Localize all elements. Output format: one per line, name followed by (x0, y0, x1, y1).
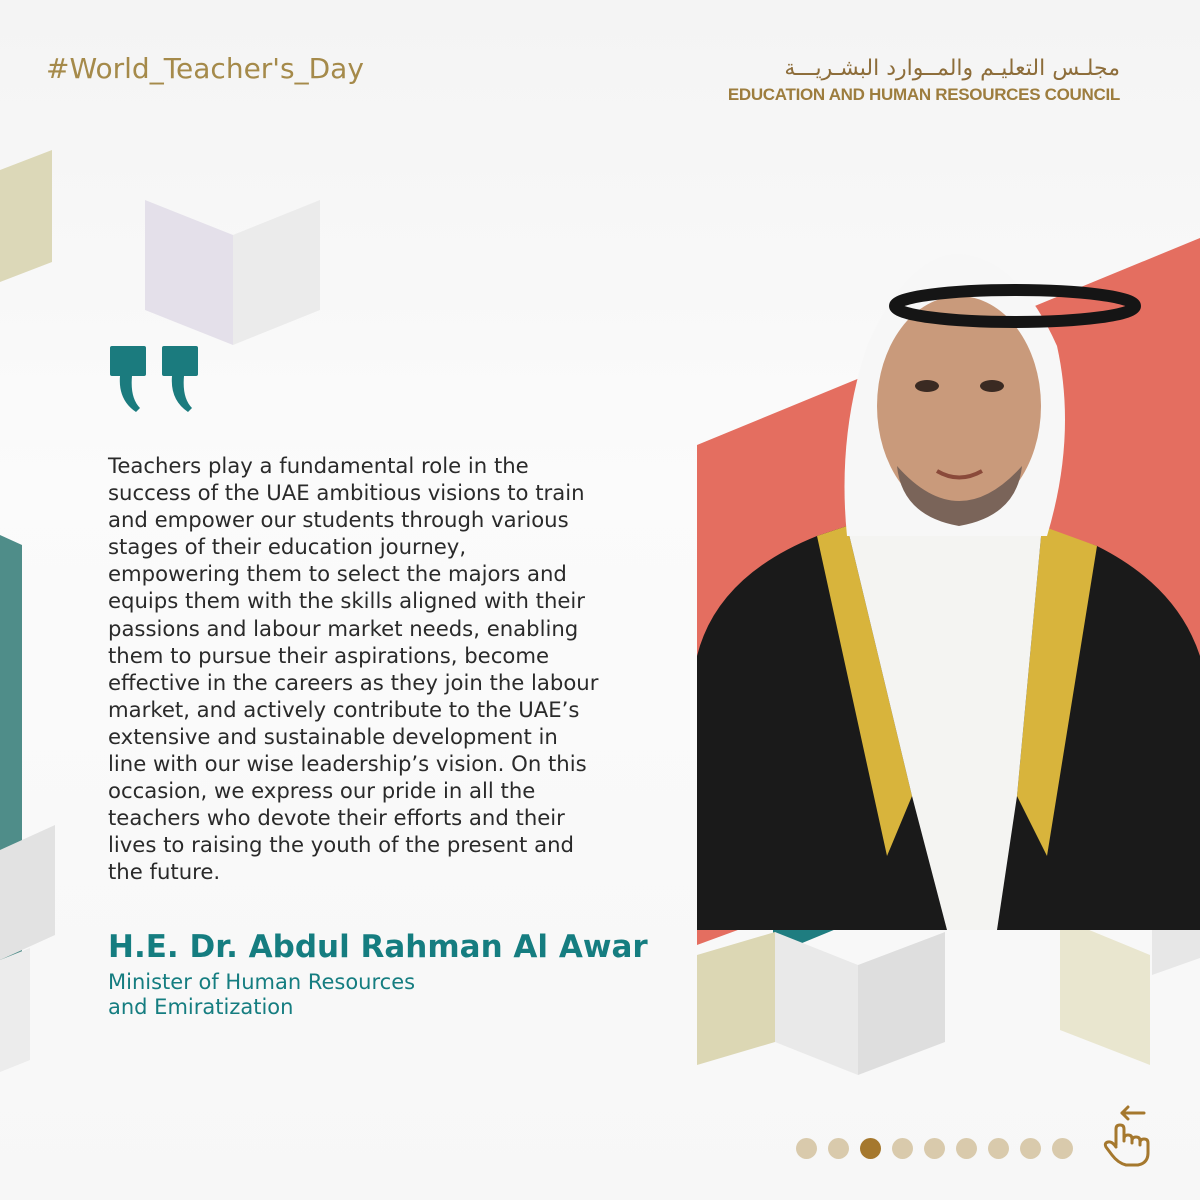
speaker-title-line: and Emiratization (108, 995, 294, 1019)
page-dot[interactable] (796, 1138, 817, 1159)
quote-line: line with our wise leadership’s vision. On this (108, 751, 587, 777)
quote-line: market, and actively contribute to the UAE’s (108, 696, 580, 722)
page-dot[interactable] (892, 1138, 913, 1159)
council-name-english: EDUCATION AND HUMAN RESOURCES COUNCIL (727, 85, 1120, 104)
hashtag: #World_Teacher's_Day (46, 52, 364, 85)
page-dot[interactable] (924, 1138, 945, 1159)
quote-line: occasion, we express our pride in all the (108, 778, 536, 804)
quote-line: success of the UAE ambitious visions to train (108, 480, 585, 506)
speaker-title-line: Minister of Human Resources (108, 970, 416, 994)
page-dot[interactable] (828, 1138, 849, 1159)
council-logo (640, 56, 1120, 108)
quote-line: Teachers play a fundamental role in the (108, 453, 529, 478)
quote-icon (108, 340, 202, 420)
page-dot[interactable] (1020, 1138, 1041, 1159)
quote-line: and empower our students through various (108, 507, 569, 533)
quote-line: passions and labour market needs, enabling (108, 615, 579, 641)
quote-line: them to pursue their aspirations, become (108, 642, 549, 668)
quote-line: teachers who devote their efforts and their (108, 805, 565, 831)
page-dot-active[interactable] (860, 1138, 881, 1159)
quote-line: equips them with the skills aligned with their (108, 588, 586, 614)
quote-line: extensive and sustainable development in (108, 723, 558, 749)
council-name-arabic: مجلـس التعليـم والمــوارد البشـريـــة (784, 56, 1120, 81)
speaker-title (108, 970, 528, 1020)
quote-line: empowering them to select the majors and (108, 561, 567, 587)
speaker-portrait (697, 236, 1200, 930)
swipe-hand-icon[interactable] (1100, 1105, 1156, 1167)
quote-line: stages of their education journey, (108, 534, 467, 560)
quote-line: the future. (108, 859, 221, 885)
quote-text (108, 452, 653, 886)
carousel-pagination (796, 1138, 1073, 1159)
page-dot[interactable] (956, 1138, 977, 1159)
quote-line: lives to raising the youth of the present and (108, 832, 574, 858)
page-dot[interactable] (1052, 1138, 1073, 1159)
quote-line: effective in the careers as they join the labour (108, 669, 599, 695)
speaker-name: H.E. Dr. Abdul Rahman Al Awar (108, 929, 648, 965)
page-dot[interactable] (988, 1138, 1009, 1159)
